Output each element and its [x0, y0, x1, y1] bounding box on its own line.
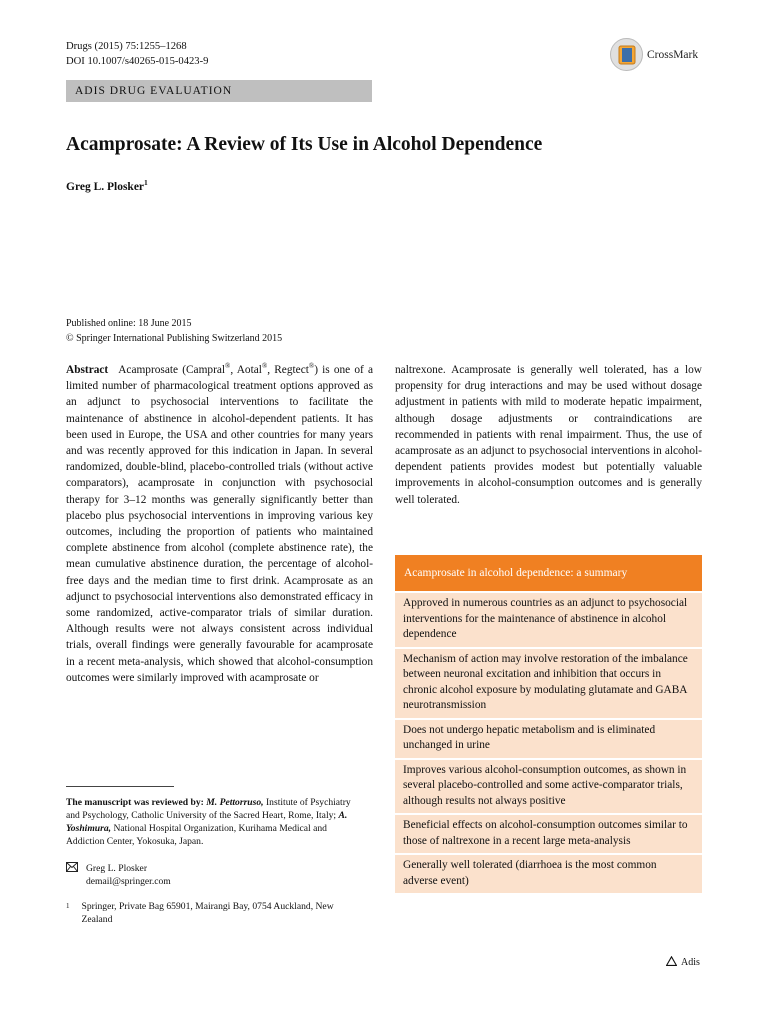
reviewer-1-name: M. Pettorruso,	[206, 797, 264, 808]
adis-triangle-icon	[666, 956, 677, 969]
copyright: © Springer International Publishing Switzerland 2015	[66, 333, 283, 344]
contact-name: Greg L. Plosker	[86, 863, 148, 874]
crossmark-icon	[610, 38, 643, 71]
abstract-text-part: , Aotal	[230, 364, 262, 376]
abstract-text-part: , Regtect	[267, 364, 309, 376]
author	[66, 178, 148, 193]
reviewer-2-affiliation: National Hospital Organization, Kurihama Medical and Addiction Center, Yokosuka, Japan.	[66, 823, 327, 847]
section-label: ADIS DRUG EVALUATION	[66, 80, 372, 102]
author-affil-sup: 1	[144, 178, 148, 187]
abstract-heading: Abstract	[66, 364, 109, 376]
crossmark-badge[interactable]	[610, 38, 698, 71]
article-title: Acamprosate: A Review of Its Use in Alcohol Dependence	[66, 134, 543, 155]
publisher-logo	[666, 956, 700, 969]
summary-item: Does not undergo hepatic metabolism and is eliminated unchanged in urine	[395, 720, 702, 758]
abstract-text-part: Acamprosate (Campral	[118, 364, 226, 376]
summary-item: Generally well tolerated (diarrhoea is the most common adverse event)	[395, 855, 702, 893]
affiliation-number: 1	[66, 902, 70, 910]
summary-item: Beneficial effects on alcohol-consumption outcomes similar to those of naltrexone in a recent large meta-analysis	[395, 815, 702, 853]
reviewer-2-name: A. Yoshimura,	[66, 810, 348, 834]
envelope-icon	[66, 862, 78, 888]
affiliation-text: Springer, Private Bag 65901, Mairangi Bay, 0754 Auckland, New Zealand	[81, 901, 334, 925]
journal-meta	[66, 39, 208, 69]
contact-email[interactable]: demail@springer.com	[86, 876, 171, 887]
registered-mark: ®	[261, 362, 268, 371]
abstract-left-column	[66, 362, 373, 686]
summary-item: Improves various alcohol-consumption outcomes, as shown in several placebo-controlled and some active-comparator trials, although results not always positive	[395, 760, 702, 814]
abstract-right-column: naltrexone. Acamprosate is generally well tolerated, has a low propensity for drug interactions and may be used without dosage adjustment in patients with mild to moderate hepatic impairment, although dosage adjustments or contraindications are recommended in patients with renal impairment. Thus, the use of acamprosate as an adjunct to psychosocial interventions in alcohol-dependent patients provides modest but potentially valuable improvements in alcohol-consumption outcomes and is generally well tolerated.	[395, 364, 702, 506]
footnote-divider	[66, 786, 174, 787]
publication-info	[66, 316, 282, 346]
summary-box	[395, 555, 702, 893]
registered-mark: ®	[308, 362, 315, 371]
publisher-name: Adis	[681, 957, 700, 968]
journal-citation: Drugs (2015) 75:1255–1268	[66, 41, 187, 52]
summary-heading: Acamprosate in alcohol dependence: a summary	[395, 555, 702, 591]
abstract-text-part: ) is one of a limited number of pharmacological treatment options approved as an adjunct to psychosocial interventions to facilitate the maintenance of abstinence in alcohol-dependent patients. It has been used in Europe, the USA and other countries for many years and was recently approved for this indication in Japan. In several randomized, double-blind, placebo-controlled trials (without active comparators), acamprosate in conjunction with psychosocial therapy for 3–12 months was generally significantly better than placebo plus psychosocial interventions in improving various key outcomes, including the proportion of patients who maintained complete abstinence from alcohol (complete abstinence rate), the mean cumulative abstinence duration, the percentage of alcohol-free days and the median time to first drink. Acamprosate as an adjunct to psychosocial interventions also demonstrated efficacy in some randomized, active-comparator trials of similar duration. Although results were not always consistent across individual trials, overall findings were generally favourable for acamprosate in a recent meta-analysis, which showed that alcohol-consumption outcomes were similarly improved with acamprosate or	[66, 364, 373, 684]
contact-info	[66, 862, 171, 888]
doi[interactable]: DOI 10.1007/s40265-015-0423-9	[66, 56, 209, 67]
reviewer-note: The manuscript was reviewed by: M. Pettorruso, Institute of Psychiatry and Psychology, Catholic University of the Sacred Heart, Rome, Italy; A. Yoshimura, National Hospital Organization, Kurihama Medical and Addiction Center, Yokosuka, Japan.	[66, 797, 351, 847]
reviewer-1-affiliation: Institute of Psychiatry and Psychology, Catholic University of the Sacred Heart, Rome, Italy;	[66, 797, 351, 821]
crossmark-label: CrossMark	[647, 48, 699, 61]
summary-item: Mechanism of action may involve restoration of the imbalance between neuronal excitation and inhibition that occurs in chronic alcohol exposure by modulating glutamate and GABA neurotransmission	[395, 649, 702, 718]
registered-mark: ®	[225, 362, 231, 371]
summary-item: Approved in numerous countries as an adjunct to psychosocial interventions for the maintenance of abstinence in alcohol dependence	[395, 593, 702, 647]
affiliation	[66, 900, 366, 926]
reviewed-label: The manuscript was reviewed by	[66, 797, 201, 808]
author-name: Greg L. Plosker	[66, 180, 145, 193]
published-date: Published online: 18 June 2015	[66, 318, 192, 329]
